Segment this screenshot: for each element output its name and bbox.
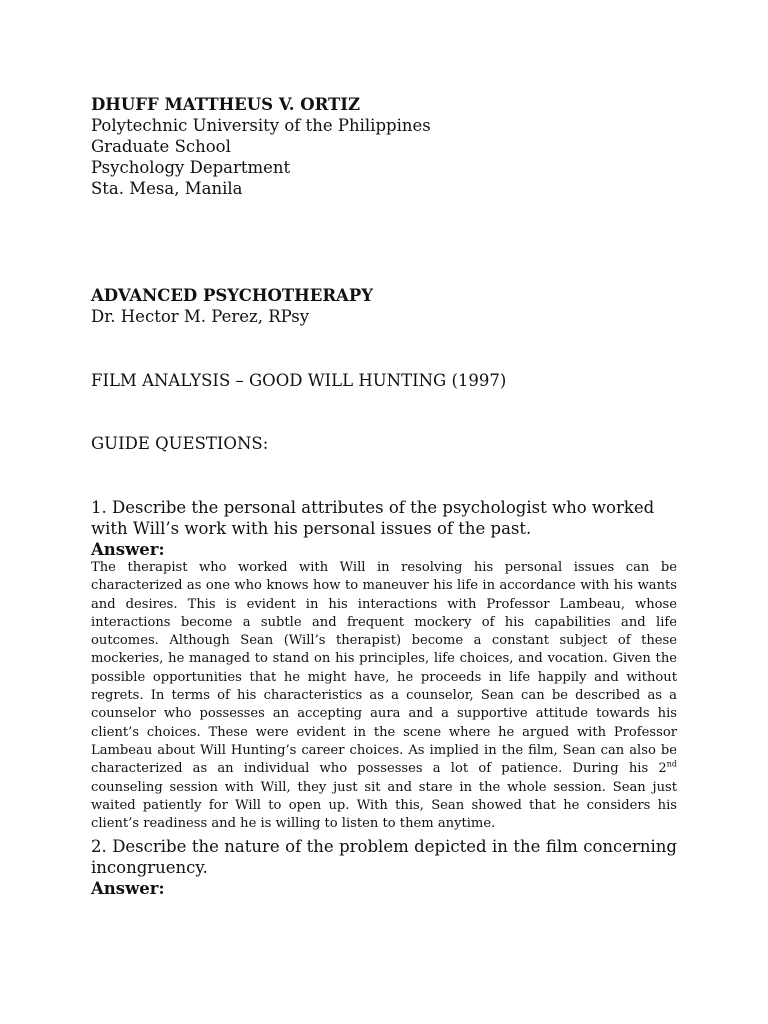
course-title: ADVANCED PSYCHOTHERAPY	[91, 286, 374, 305]
author-location: Sta. Mesa, Manila	[91, 179, 243, 198]
author-university: Polytechnic University of the Philippines	[91, 116, 431, 135]
author-department: Psychology Department	[91, 158, 291, 177]
question-2-answer-label: Answer:	[91, 879, 165, 898]
author-name: DHUFF MATTHEUS V. ORTIZ	[91, 95, 361, 114]
assignment-title: FILM ANALYSIS – GOOD WILL HUNTING (1997)	[91, 371, 507, 390]
question-2-text: 2. Describe the nature of the problem depicted in the film concerning incongruency.	[91, 837, 677, 877]
course-instructor: Dr. Hector M. Perez, RPsy	[91, 307, 310, 326]
guide-questions-label: GUIDE QUESTIONS:	[91, 434, 269, 453]
question-1-answer-label: Answer:	[91, 540, 165, 559]
answer-text-part2: counseling session with Will, they just sit and stare in the whole session. Sean just waited patiently for Will to open up. With this, Sean showed that he considers his client’s readiness and he is willing to listen to them anytime.	[91, 779, 677, 832]
question-1-answer-body	[91, 559, 677, 833]
author-school: Graduate School	[91, 137, 231, 156]
answer-ordinal-suffix: nd	[666, 759, 677, 769]
answer-text-part1: The therapist who worked with Will in resolving his personal issues can be characterized as one who knows how to maneuver his life in accordance with his wants and desires. This is evident in his interactions with Professor Lambeau, whose interactions become a subtle and frequent mockery of his capabilities and life outcomes. Although Sean (Will’s therapist) become a constant subject of these mockeries, he managed to stand on his principles, life choices, and vocation. Given the possible opportunities that he might have, he proceeds in life happily and without regrets. In terms of his characteristics as a counselor, Sean can be described as a counselor who possesses an accepting aura and a supportive attitude towards his client’s choices. These were evident in the scene where he argued with Professor Lambeau about Will Hunting’s career choices. As implied in the film, Sean can also be characterized as an individual who possesses a lot of patience. During his 2	[91, 560, 677, 777]
question-1-text: 1. Describe the personal attributes of the psychologist who worked with Will’s work with his personal issues of the past.	[91, 498, 655, 538]
